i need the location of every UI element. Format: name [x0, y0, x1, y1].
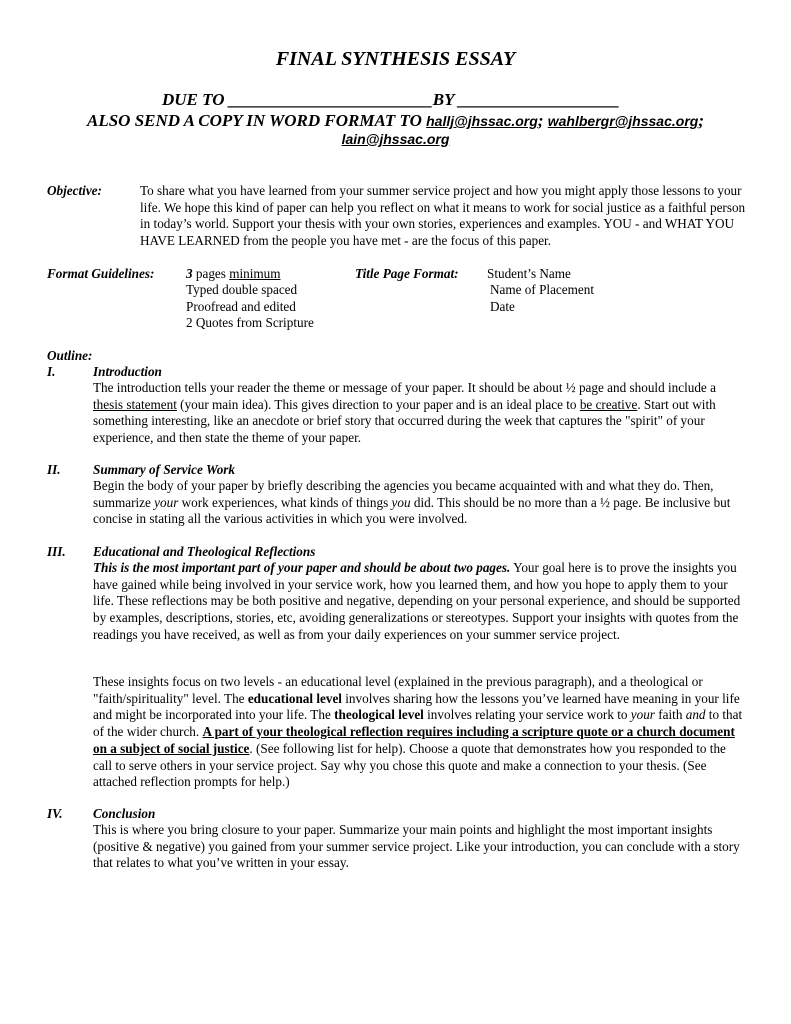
- format-guidelines-label: Format Guidelines:: [47, 266, 155, 281]
- summary-text: Begin the body of your paper by briefly describing the agencies you became acquainted with and what they do. Then, summarize your work experiences, what kinds of things you did. This should be no more than a ½ page. Be inclusive but concise in stating all the various activities in which you were involved.: [93, 478, 731, 527]
- email-link-hall[interactable]: hallj@jhssac.org: [426, 113, 538, 129]
- email-link-lain[interactable]: lain@jhssac.org: [341, 131, 450, 147]
- section-title-introduction: Introduction: [93, 364, 162, 379]
- pages-number: 3: [186, 266, 193, 281]
- title-page-format-label: Title Page Format:: [355, 266, 459, 281]
- introduction-text: The introduction tells your reader the theme or message of your paper. It should be about ½ page and should include a thesis statement (your main idea). This gives direction to your paper and is an ideal place to be creative. Start out with something interesting, like an anecdote or brief story that occurred during the week that captures the "spirit" of your experience, and then state the theme of your paper.: [93, 380, 716, 446]
- outline-label: Outline:: [47, 348, 93, 363]
- section-number: I.: [47, 364, 56, 379]
- email-line-2: [0, 131, 791, 149]
- email-link-wahlberg[interactable]: wahlbergr@jhssac.org: [547, 113, 699, 129]
- reflections-paragraph-1: This is the most important part of your paper and should be about two pages. Your goal here is to prove the insights you have gained while being involved in your service work, how you learned them, and how you hope to apply them to your life. These reflections may be both positive and negative, depending on your personal experience, and should be supported by examples, descriptions, stories, etc, avoiding generalizations or stereotypes. Support your insights with quotes from the readings you have received, as well as from your daily experiences on your summer service project.: [93, 560, 741, 642]
- also-send-line: [0, 110, 791, 132]
- format-item: Proofread and edited: [186, 299, 296, 314]
- reflections-lead: This is the most important part of your paper and should be about two pages.: [93, 560, 511, 575]
- reflections-paragraph-2: These insights focus on two levels - an educational level (explained in the previous paragraph), and a theological or "faith/spirituality" level. The educational level involves sharing how the lessons you’ve learned have meaning in your life and might be incorporated into your life. The theological level involves relating your service work to your faith and to that of the wider church. A part of your theological reflection requires including a scripture quote or a church document on a subject of social justice. (See following list for help). Choose a quote that demonstrates how you responded to the call to serve others in your service project. Say why you chose this quote and make a connection to your thesis. (See attached reflection prompts for help.): [93, 674, 743, 790]
- title-page-item: Name of Placement: [490, 282, 594, 297]
- section-number: IV.: [47, 806, 63, 821]
- format-item: 2 Quotes from Scripture: [186, 315, 314, 330]
- section-title-summary: Summary of Service Work: [93, 462, 236, 477]
- format-pages: [186, 266, 281, 283]
- pages-minimum: minimum: [229, 266, 281, 281]
- objective-label: Objective:: [47, 183, 102, 198]
- format-item: Typed double spaced: [186, 282, 298, 297]
- thesis-statement-text: thesis statement: [93, 396, 177, 412]
- due-line: DUE TO ________________________BY ___________________: [162, 90, 620, 109]
- objective-text: To share what you have learned from your summer service project and how you might apply those lessons to your life. We hope this kind of paper can help you reflect on what it means to work for social justice as a faithful person in today’s world. Support your thesis with your own stories, experiences and examples. YOU - and WHAT YOU HAVE LEARNED from the people you have met - are the focus of this paper.: [140, 183, 746, 249]
- section-title-conclusion: Conclusion: [93, 806, 156, 821]
- be-creative-text: be creative: [579, 396, 638, 412]
- scripture-requirement: A part of your theological reflection requires including a scripture quote or a church document on a subject of social justice: [93, 724, 735, 756]
- separator: ;: [698, 111, 704, 130]
- separator: ;: [537, 111, 544, 130]
- conclusion-text: This is where you bring closure to your paper. Summarize your main points and highlight the most important insights (positive & negative) you gained from your summer service project. Like your introduction, you can conclude with a story that relates to what you’ve written in your essay.: [93, 822, 740, 871]
- also-send-label: ALSO SEND A COPY IN WORD FORMAT TO: [86, 111, 422, 130]
- title-page-item: Student’s Name: [487, 266, 571, 281]
- section-title-reflections: Educational and Theological Reflections: [93, 544, 316, 559]
- section-number: II.: [47, 462, 61, 477]
- title-page-item: Date: [490, 299, 515, 314]
- section-number: III.: [47, 544, 66, 559]
- page-title: FINAL SYNTHESIS ESSAY: [275, 48, 516, 70]
- pages-word: pages: [192, 266, 230, 281]
